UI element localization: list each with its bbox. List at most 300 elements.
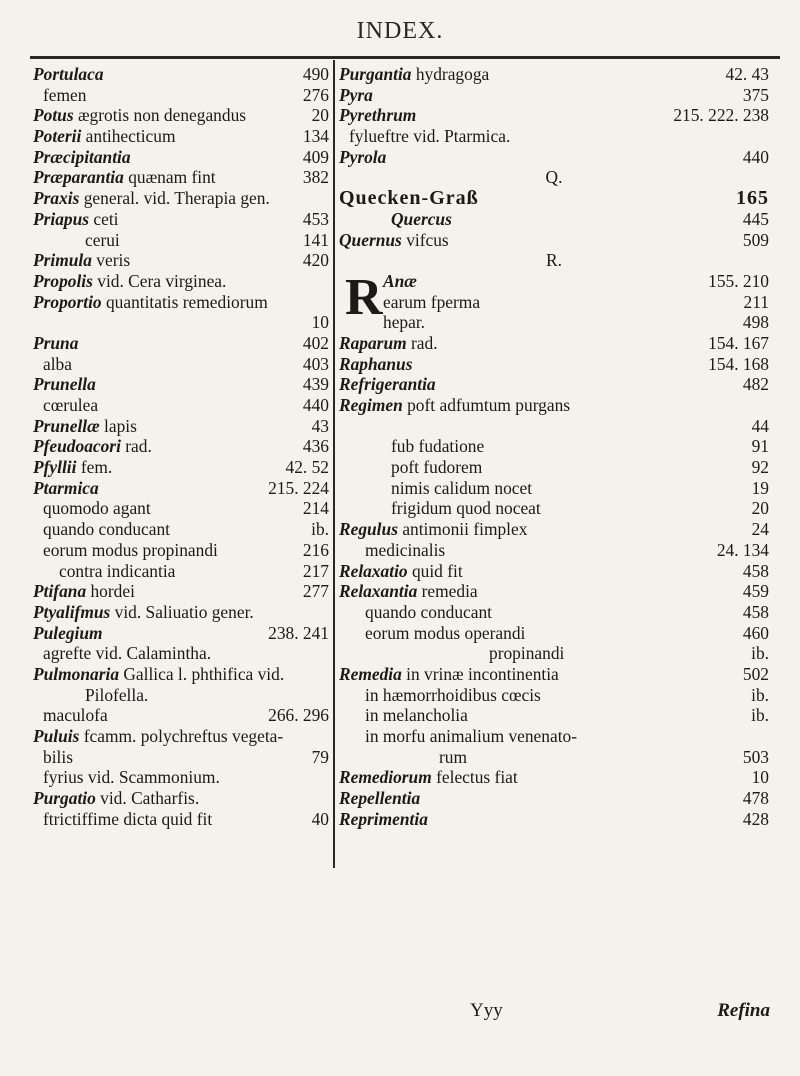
entry-text	[339, 333, 438, 354]
page-reference: 498	[742, 312, 769, 333]
entry-detail: fem.	[76, 457, 113, 478]
entry-headword: Pyrola	[339, 146, 387, 167]
entry-detail: propinandi	[489, 643, 565, 664]
entry-text	[349, 126, 510, 147]
entry-headword: Priapus	[33, 208, 90, 229]
entry-detail: agrefte vid. Calamintha.	[43, 643, 212, 664]
entry-text	[33, 664, 284, 685]
index-entry	[339, 788, 769, 809]
entry-headword: Prunellæ	[33, 415, 100, 436]
page-reference: 420	[302, 250, 329, 271]
entry-text	[59, 561, 175, 582]
entry-detail: hydragoga	[411, 64, 490, 84]
index-entry	[33, 685, 329, 706]
index-entry	[33, 747, 329, 768]
entry-text	[33, 602, 254, 623]
entry-detail: vid. Cera virginea.	[92, 270, 227, 291]
entry-detail: poft adfumtum purgans	[402, 395, 571, 415]
entry-text	[43, 540, 218, 561]
entry-detail: antimonii fimplex	[397, 519, 528, 540]
entry-headword: Reprimentia	[339, 808, 428, 829]
entry-headword: Pfyllii	[33, 457, 77, 478]
page-reference: 141	[302, 229, 329, 250]
entry-text	[489, 643, 564, 664]
entry-headword: Remediorum	[339, 767, 432, 788]
entry-text	[391, 498, 541, 519]
page-reference: 24	[751, 519, 769, 540]
entry-detail: quantitatis remediorum	[101, 291, 268, 312]
index-entry	[339, 167, 769, 188]
entry-detail: hordei	[86, 581, 135, 602]
page-reference: 440	[302, 395, 329, 415]
index-entry	[33, 230, 329, 251]
page-reference: 276	[302, 84, 329, 105]
index-entry	[33, 354, 329, 375]
page-reference: ib.	[751, 705, 769, 726]
entry-text	[85, 230, 120, 251]
entry-headword: Ptarmica	[33, 477, 99, 498]
index-entry	[33, 126, 329, 147]
index-entry	[339, 374, 769, 395]
index-entry	[33, 395, 329, 416]
left-index-column	[33, 64, 329, 829]
index-entry	[339, 705, 769, 726]
entry-headword: Puluis	[33, 726, 80, 746]
entry-detail: Pilofella.	[85, 684, 149, 705]
entry-detail: rad.	[406, 332, 438, 353]
index-entry	[33, 250, 329, 271]
entry-detail: in hæmorrhoidibus cœcis	[365, 684, 541, 705]
index-entry	[33, 292, 329, 313]
entry-headword: Poterii	[33, 126, 82, 147]
entry-text	[43, 747, 73, 768]
page-reference: 375	[742, 84, 769, 105]
entry-detail: fcamm. polychreftus vegeta-	[79, 726, 284, 746]
entry-detail: fylueftre vid. Ptarmica.	[349, 126, 511, 147]
entry-headword: Pyra	[339, 84, 373, 105]
entry-detail: veris	[91, 250, 131, 271]
entry-headword: Quercus	[391, 208, 452, 229]
entry-headword: Raparum	[339, 332, 407, 353]
index-entry	[339, 747, 769, 768]
index-entry	[33, 416, 329, 437]
entry-text	[365, 705, 468, 726]
page-reference: 402	[302, 332, 329, 353]
page-reference: 428	[742, 808, 769, 829]
index-entry	[33, 809, 329, 830]
entry-text	[339, 167, 769, 188]
entry-text	[33, 788, 199, 809]
index-entry	[339, 292, 769, 313]
page-reference: 214	[302, 498, 329, 519]
entry-headword: Relaxatio	[339, 560, 408, 581]
index-entry	[339, 767, 769, 788]
page-reference: 439	[302, 374, 329, 395]
page-reference: 42. 52	[285, 457, 329, 478]
entry-text	[33, 105, 246, 126]
entry-detail: quid fit	[407, 560, 463, 581]
entry-headword: Pfeudoacori	[33, 436, 121, 457]
entry-text	[33, 167, 216, 188]
entry-headword: Pruna	[33, 332, 79, 353]
page-reference: 155. 210	[708, 270, 769, 291]
entry-headword: Prunella	[33, 374, 96, 395]
index-entry	[33, 105, 329, 126]
index-entry	[339, 64, 769, 85]
entry-detail: lapis	[99, 415, 137, 436]
entry-detail: in melancholia	[365, 705, 468, 726]
entry-detail: eorum modus propinandi	[43, 539, 218, 560]
index-entry	[33, 478, 329, 499]
header-rule	[30, 56, 780, 59]
index-entry	[33, 561, 329, 582]
page-reference: 216	[302, 539, 329, 560]
entry-detail: antihecticum	[81, 126, 176, 147]
entry-text	[339, 561, 463, 582]
entry-detail: Q.	[545, 167, 563, 188]
index-entry	[33, 333, 329, 354]
entry-detail: quando conducant	[365, 601, 493, 622]
entry-text	[365, 602, 492, 623]
entry-detail: rum	[439, 746, 468, 767]
page-reference: 92	[751, 457, 769, 478]
page-reference: 20	[751, 498, 769, 519]
index-entry	[339, 436, 769, 457]
page-reference: 440	[742, 146, 769, 167]
index-entry	[33, 519, 329, 540]
entry-headword: Raphanus	[339, 353, 413, 374]
entry-detail: quomodo agant	[43, 498, 151, 519]
entry-text	[43, 767, 220, 788]
index-entry	[33, 312, 329, 333]
entry-detail: rad.	[120, 436, 152, 457]
page-reference: 458	[742, 560, 769, 581]
page-reference: 509	[742, 229, 769, 250]
entry-text	[85, 685, 148, 706]
page-reference: 43	[311, 415, 329, 436]
index-entry	[339, 85, 769, 106]
index-entry	[339, 333, 769, 354]
entry-headword: Remedia	[339, 663, 402, 684]
index-entry	[339, 726, 769, 747]
page-reference: 436	[302, 436, 329, 457]
entry-headword: Ptifana	[33, 581, 87, 602]
entry-text	[43, 85, 86, 106]
page-reference: 482	[742, 374, 769, 395]
entry-detail: eorum modus operandi	[365, 622, 526, 643]
entry-detail: frigidum quod noceat	[391, 498, 541, 519]
entry-text	[43, 519, 170, 540]
column-divider	[333, 60, 335, 868]
entry-text	[33, 478, 99, 499]
index-entry	[33, 374, 329, 395]
page-reference: 79	[311, 746, 329, 767]
page-reference: ib.	[751, 643, 769, 664]
entry-headword: Praxis	[33, 188, 80, 209]
page-reference: 154. 167	[708, 332, 769, 353]
entry-detail: maculofa	[43, 705, 108, 726]
entry-detail: vid. Saliuatio gener.	[110, 601, 254, 622]
index-entry	[339, 188, 769, 209]
page-reference: 478	[742, 788, 769, 809]
page-reference: 409	[302, 146, 329, 167]
entry-headword: Pulegium	[33, 622, 103, 643]
entry-headword: Repellentia	[339, 788, 421, 809]
index-entry	[339, 809, 769, 830]
entry-text	[339, 788, 420, 809]
entry-detail: in morfu animalium venenato-	[365, 726, 578, 746]
entry-text	[339, 230, 449, 251]
page-reference: 458	[742, 601, 769, 622]
entry-text	[339, 664, 559, 685]
entry-detail: bilis	[43, 746, 73, 767]
entry-detail: in vrinæ incontinentia	[401, 663, 559, 684]
page-reference: 10	[311, 312, 329, 333]
entry-text	[43, 498, 151, 519]
page-reference: 490	[302, 64, 329, 84]
entry-text	[339, 250, 769, 271]
entry-detail: ceti	[89, 208, 119, 229]
index-entry	[33, 188, 329, 209]
page-reference: 40	[311, 808, 329, 829]
entry-text	[43, 705, 108, 726]
page-reference: 211	[743, 291, 769, 312]
entry-text	[365, 685, 541, 706]
entry-text	[339, 581, 478, 602]
index-entry	[33, 767, 329, 788]
index-entry	[33, 64, 329, 85]
entry-detail: alba	[43, 353, 72, 374]
index-entry	[339, 457, 769, 478]
entry-detail: R.	[546, 250, 562, 271]
entry-detail: nimis calidum nocet	[391, 477, 533, 498]
entry-headword: Præcipitantia	[33, 146, 131, 167]
entry-text	[33, 623, 103, 644]
index-entry	[33, 726, 329, 747]
index-entry	[339, 561, 769, 582]
entry-text	[33, 581, 135, 602]
entry-text	[33, 436, 152, 457]
entry-text	[33, 271, 226, 292]
entry-detail: vifcus	[401, 229, 449, 250]
page-reference: 266. 296	[268, 705, 329, 726]
entry-text	[33, 333, 78, 354]
catchword: Refina	[717, 1000, 770, 1021]
page-reference: 215. 224	[268, 477, 329, 498]
index-entry	[339, 126, 769, 147]
entry-text	[391, 478, 532, 499]
entry-detail: femen	[43, 84, 87, 105]
entry-headword: Relaxantia	[339, 581, 418, 602]
entry-text	[339, 147, 386, 168]
entry-detail: fyrius vid. Scammonium.	[43, 767, 220, 788]
index-entry	[33, 457, 329, 478]
entry-text	[33, 147, 131, 168]
entry-detail: ftrictiffime dicta quid fit	[43, 808, 213, 829]
entry-text	[33, 292, 268, 313]
entry-detail: poft fudorem	[391, 457, 483, 478]
entry-detail: quando conducant	[43, 519, 171, 540]
page-reference: 502	[742, 663, 769, 684]
page-reference: 20	[311, 105, 329, 126]
index-entry	[33, 664, 329, 685]
entry-text	[365, 623, 525, 644]
entry-headword: Regulus	[339, 519, 398, 540]
entry-text	[33, 188, 270, 209]
entry-headword: Pyrethrum	[339, 105, 417, 126]
page-reference: 403	[302, 353, 329, 374]
page-reference: 217	[302, 560, 329, 581]
index-entry	[339, 105, 769, 126]
index-entry	[339, 147, 769, 168]
index-entry	[339, 312, 769, 333]
index-entry	[339, 602, 769, 623]
entry-detail: contra indicantia	[59, 560, 176, 581]
entry-text	[33, 126, 175, 147]
entry-text	[391, 457, 482, 478]
entry-headword: Proportio	[33, 291, 102, 312]
page-reference: 134	[302, 126, 329, 147]
page-reference: 453	[302, 208, 329, 229]
entry-headword: Potus	[33, 105, 74, 126]
entry-text	[391, 209, 452, 230]
index-entry	[339, 395, 769, 416]
index-entry	[339, 354, 769, 375]
entry-detail: cerui	[85, 229, 120, 250]
index-entry	[33, 147, 329, 168]
page-reference: 460	[742, 622, 769, 643]
page-reference: 44	[751, 415, 769, 436]
entry-text	[339, 64, 489, 85]
drop-capital: R	[345, 268, 383, 326]
entry-text	[33, 209, 119, 230]
entry-detail: ægrotis non denegandus	[73, 105, 247, 126]
index-entry	[33, 705, 329, 726]
index-entry	[33, 498, 329, 519]
entry-detail: earum fperma	[383, 291, 481, 312]
entry-text	[33, 64, 104, 85]
page-reference: 19	[751, 477, 769, 498]
index-entry	[339, 664, 769, 685]
page-reference: 10	[751, 767, 769, 788]
index-entry	[339, 685, 769, 706]
index-entry	[339, 416, 769, 437]
entry-headword: Primula	[33, 250, 92, 271]
page-reference: 445	[742, 208, 769, 229]
entry-text	[365, 540, 445, 561]
entry-detail: fub fudatione	[391, 436, 485, 457]
page-reference: 215. 222. 238	[673, 105, 769, 126]
page-reference: 459	[742, 581, 769, 602]
entry-headword: Ptyalifmus	[33, 601, 111, 622]
index-entry	[33, 167, 329, 188]
entry-text	[33, 374, 96, 395]
index-entry	[339, 230, 769, 251]
entry-text	[339, 767, 518, 788]
entry-headword: Purgantia	[339, 64, 412, 84]
page-reference: ib.	[311, 519, 329, 540]
entry-detail: quænam fint	[123, 167, 216, 188]
entry-headword: Pulmonaria	[33, 663, 120, 684]
index-entry	[339, 519, 769, 540]
entry-headword: Refrigerantia	[339, 374, 436, 395]
entry-headword: Præparantia	[33, 167, 124, 188]
index-entry	[33, 85, 329, 106]
index-entry	[33, 271, 329, 292]
entry-text	[339, 354, 412, 375]
entry-text	[339, 519, 527, 540]
entry-text	[439, 747, 467, 768]
entry-detail: remedia	[417, 581, 478, 602]
entry-detail: Gallica l. phthifica vid.	[119, 663, 285, 684]
index-entry	[33, 540, 329, 561]
page-reference: 382	[302, 167, 329, 188]
entry-text	[43, 395, 98, 416]
entry-text	[339, 374, 436, 395]
page-reference: 91	[751, 436, 769, 457]
entry-text	[339, 188, 479, 209]
index-entry	[339, 623, 769, 644]
signature-mark: Yyy	[470, 1000, 503, 1021]
index-entry	[339, 209, 769, 230]
entry-text	[33, 250, 130, 271]
entry-detail: Quecken-Graß	[339, 187, 479, 210]
entry-text	[365, 726, 577, 747]
entry-headword: Anæ	[383, 270, 417, 291]
entry-text	[43, 643, 211, 664]
entry-text	[43, 354, 72, 375]
entry-headword: Quernus	[339, 229, 402, 250]
index-entry	[33, 581, 329, 602]
entry-detail: vid. Catharfis.	[95, 788, 200, 809]
index-entry	[33, 436, 329, 457]
entry-text	[339, 395, 570, 416]
entry-text	[391, 436, 484, 457]
entry-text	[339, 292, 480, 313]
page-title: INDEX.	[356, 18, 444, 44]
right-index-column	[339, 64, 769, 829]
entry-text	[339, 105, 416, 126]
index-entry	[339, 540, 769, 561]
entry-headword: Portulaca	[33, 64, 104, 84]
entry-text	[33, 726, 283, 747]
page-reference: 277	[302, 581, 329, 602]
page-reference: 503	[742, 746, 769, 767]
page-reference: 165	[736, 187, 769, 210]
entry-headword: Regimen	[339, 395, 403, 415]
page-reference: 42. 43	[725, 64, 769, 84]
entry-text	[43, 809, 212, 830]
entry-headword: Purgatio	[33, 788, 96, 809]
index-entry	[339, 250, 769, 271]
entry-text	[33, 416, 137, 437]
index-entry	[33, 602, 329, 623]
entry-text	[339, 312, 425, 333]
page-reference: 24. 134	[716, 539, 769, 560]
index-entry	[33, 623, 329, 644]
index-entry	[33, 209, 329, 230]
entry-detail: hepar.	[383, 312, 426, 333]
entry-detail: cœrulea	[43, 395, 99, 415]
index-entry	[339, 581, 769, 602]
index-entry	[33, 643, 329, 664]
index-entry	[33, 788, 329, 809]
entry-text	[339, 85, 373, 106]
entry-text	[33, 457, 112, 478]
page-reference: 154. 168	[708, 353, 769, 374]
entry-detail: felectus fiat	[431, 767, 518, 788]
entry-detail: general. vid. Therapia gen.	[79, 188, 270, 209]
